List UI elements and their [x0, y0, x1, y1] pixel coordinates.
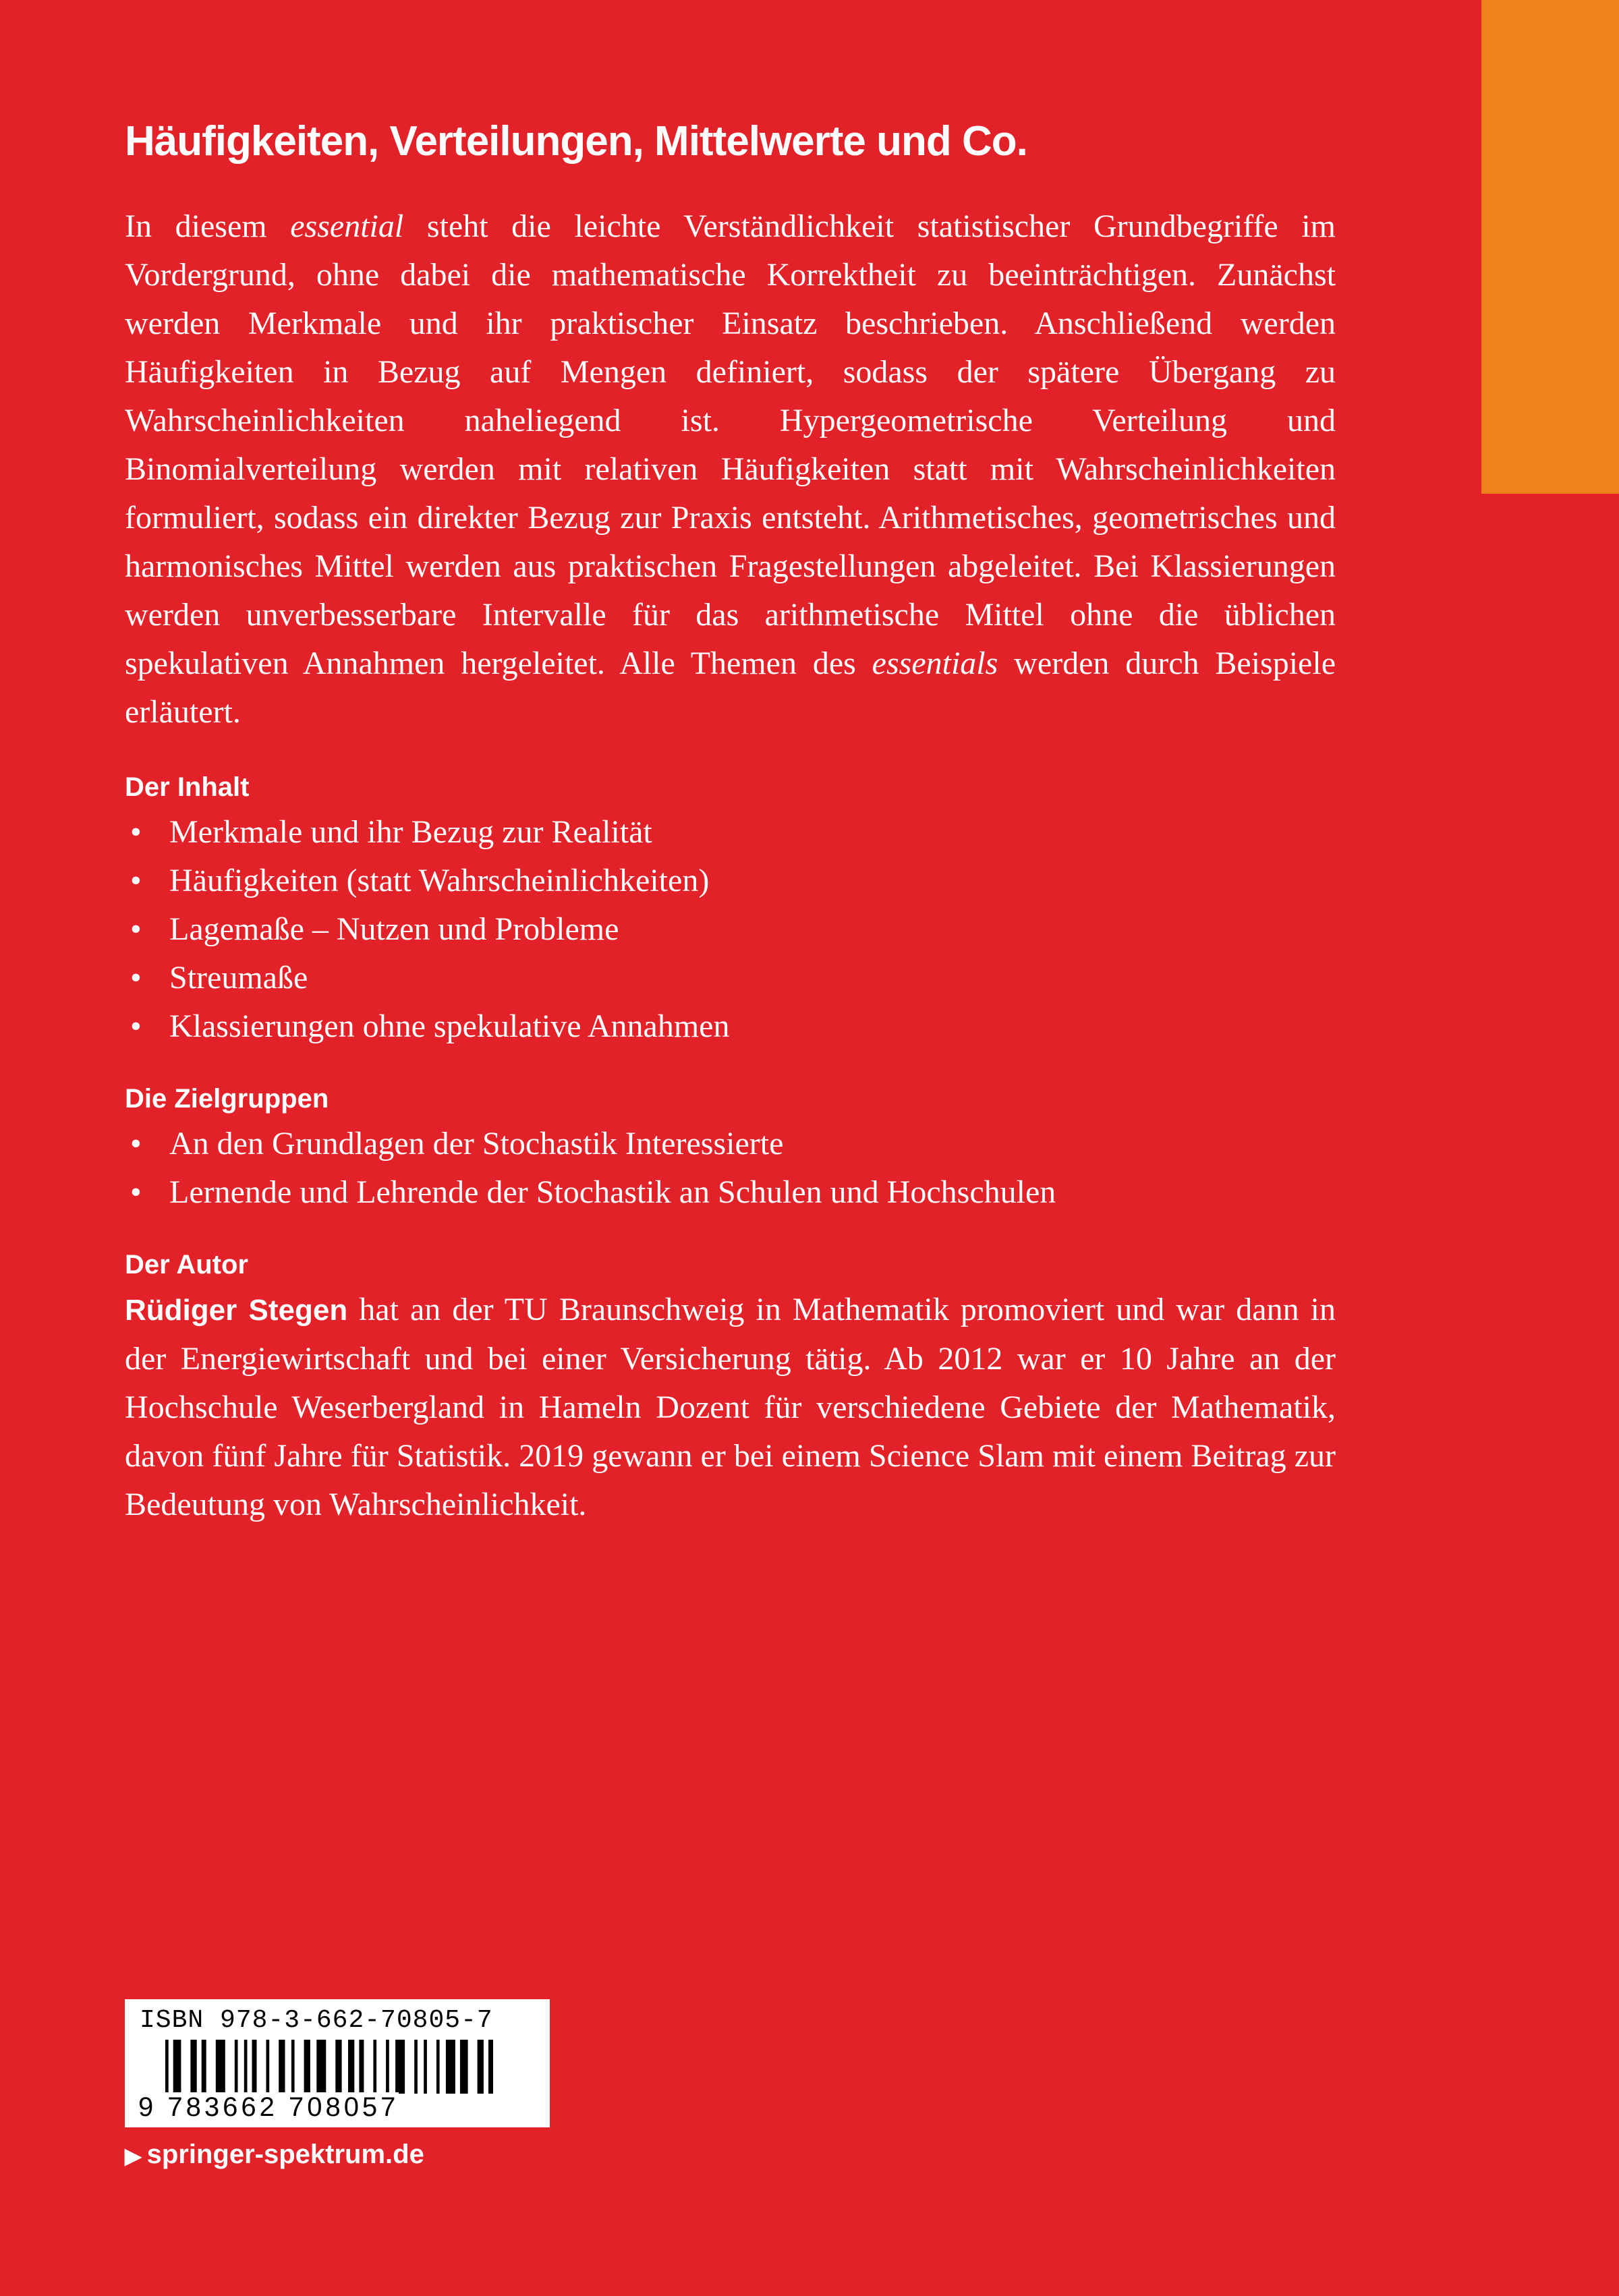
barcode-bar: [488, 2040, 493, 2094]
publisher-link[interactable]: [125, 2137, 424, 2173]
list-item: [125, 808, 1336, 857]
author-name: Rüdiger Stegen: [125, 1294, 348, 1327]
list-item: [125, 1002, 1336, 1051]
inhalt-list: [125, 808, 1336, 1051]
author-bio-text: hat an der TU Braunschweig in Mathematik promoviert und war dann in der Energiewirtschaft und bei einer Versicherung tätig. Ab 2012 war er 10 Jahre an der Hochschule Weserbergland in Hameln Dozent für verschiedene Gebiete der Mathematik, davon fünf Jahre für Statistik. 2019 gewann er bei einem Science Slam mit einem Beitrag zur Bedeutung von Wahrscheinlichkeit.: [125, 1292, 1336, 1522]
barcode-bar: [252, 2040, 257, 2094]
barcode-bar: [446, 2040, 455, 2094]
barcode-bar: [279, 2040, 285, 2094]
arrow-right-icon: ▶: [125, 2144, 142, 2168]
bullet-icon: •: [130, 911, 142, 947]
zielgruppen-list: [125, 1120, 1336, 1217]
barcode-bar: [478, 2040, 484, 2094]
barcode-bar: [335, 2040, 341, 2094]
list-item-text: Merkmale und ihr Bezug zur Realität: [169, 814, 652, 850]
publisher-url: springer-spektrum.de: [146, 2140, 424, 2169]
barcode-bar: [395, 2040, 405, 2094]
list-item-text: An den Grundlagen der Stochastik Interessierte: [169, 1126, 784, 1161]
intro-italic-2: essentials: [872, 645, 998, 681]
orange-accent-tab: [1481, 0, 1619, 494]
barcode-bar: [373, 2040, 376, 2094]
list-item-text: Lernende und Lehrende der Stochastik an Schulen und Hochschulen: [169, 1174, 1056, 1210]
list-item: [125, 1168, 1336, 1217]
intro-text-2: steht die leichte Verständlichkeit statistischer Grundbegriffe im Vordergrund, ohne dabei die mathematische Korrektheit zu beeinträchtigen. Zunächst werden Merkmale und ihr praktischer Einsatz beschrieben. Anschließend werden Häufigkeiten in Bezug auf Mengen definiert, sodass der spätere Übergang zu Wahrscheinlichkeiten naheliegend ist. Hypergeometrische Verteilung und Binomialverteilung werden mit relativen Häufigkeiten statt mit Wahrscheinlichkeiten formuliert, sodass ein direkter Bezug zur Praxis entsteht. Arithmetisches, geometrisches und harmonisches Mittel werden aus praktischen Fragestellungen abgeleitet. Bei Klassierungen werden unverbesserbare Intervalle für das arithmetische Mittel ohne die üblichen spekulativen Annahmen hergeleitet. Alle Themen des: [125, 208, 1336, 681]
barcode-digits: 9 783662 708057: [138, 2092, 399, 2122]
list-item: [125, 905, 1336, 954]
list-item-text: Lagemaße – Nutzen und Probleme: [169, 911, 619, 947]
intro-text-1: In diesem: [125, 208, 291, 244]
barcode-bar: [359, 2040, 364, 2094]
intro-paragraph: [125, 202, 1336, 737]
isbn-barcode: [125, 1999, 550, 2127]
zielgruppen-heading: Die Zielgruppen: [125, 1084, 329, 1114]
autor-heading: Der Autor: [125, 1250, 248, 1280]
bullet-icon: •: [130, 1174, 142, 1210]
barcode-bar: [316, 2040, 326, 2094]
bullet-icon: •: [130, 863, 142, 898]
author-bio: [125, 1286, 1336, 1529]
headline: Häufigkeiten, Verteilungen, Mittelwerte und Co.: [125, 118, 1027, 165]
intro-italic-1: essential: [290, 208, 404, 244]
barcode-bar: [190, 2040, 196, 2094]
barcode-bar: [424, 2040, 427, 2094]
barcode-bar: [216, 2040, 225, 2094]
barcode-bar: [386, 2040, 389, 2094]
bullet-icon: •: [130, 1008, 142, 1044]
list-item: [125, 857, 1336, 905]
bullet-icon: •: [130, 1126, 142, 1161]
barcode-bar: [304, 2040, 310, 2094]
barcode-bar: [460, 2040, 468, 2094]
barcode-bar: [436, 2040, 440, 2094]
bullet-icon: •: [130, 960, 142, 996]
list-item: [125, 954, 1336, 1002]
barcode-bar: [165, 2040, 169, 2094]
intro-text-3: werden durch Beispiele erläutert.: [125, 645, 1336, 730]
cover-text: [125, 115, 1336, 1529]
barcode-bar: [414, 2040, 418, 2094]
list-item-text: Häufigkeiten (statt Wahrscheinlichkeiten): [169, 863, 710, 898]
barcode-bar: [202, 2040, 206, 2094]
isbn-text: ISBN 978-3-662-70805-7: [140, 2006, 493, 2035]
barcode-bar: [235, 2040, 238, 2094]
inhalt-heading: Der Inhalt: [125, 772, 250, 802]
list-item-text: Streumaße: [169, 960, 308, 996]
barcode-bar: [173, 2040, 181, 2094]
barcode-bar: [348, 2040, 354, 2094]
bullet-icon: •: [130, 814, 142, 850]
barcode-bar: [291, 2040, 295, 2094]
list-item: [125, 1120, 1336, 1168]
list-item-text: Klassierungen ohne spekulative Annahmen: [169, 1008, 730, 1044]
barcode-bars: [165, 2040, 516, 2094]
barcode-bar: [266, 2040, 270, 2094]
barcode-bar: [244, 2040, 248, 2094]
